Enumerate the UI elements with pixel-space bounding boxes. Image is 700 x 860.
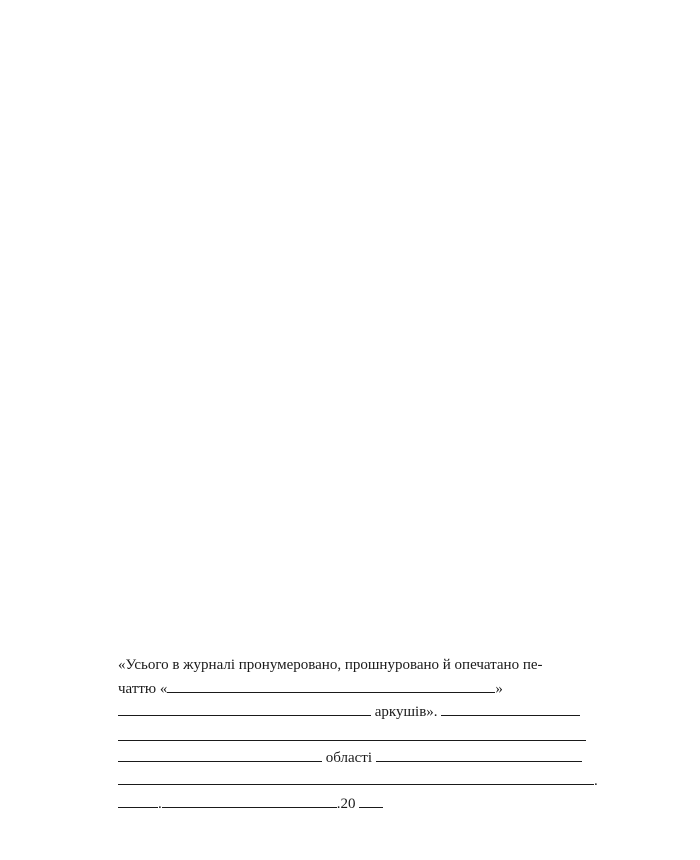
position-blank[interactable] (118, 725, 586, 741)
certification-statement: «Усього в журналі пронумеровано, прошнуровано й опечатано пе- (118, 657, 543, 673)
certification-block (118, 654, 598, 815)
full-name-blank[interactable] (118, 769, 594, 785)
seal-label: чаттю « (118, 681, 168, 697)
certification-line-1 (118, 654, 598, 677)
seal-name-blank[interactable] (167, 677, 495, 693)
certification-line-5 (118, 746, 598, 769)
certification-line-7 (118, 792, 598, 815)
sheet-count-blank[interactable] (118, 700, 371, 716)
seal-closing-quote: » (495, 681, 503, 697)
day-blank[interactable] (118, 792, 158, 808)
certification-line-4 (118, 723, 598, 746)
date-separator: . (158, 796, 162, 812)
line-end-period: . (594, 773, 598, 789)
year-blank[interactable] (359, 792, 383, 808)
certification-line-3 (118, 700, 598, 723)
certification-line-2 (118, 677, 598, 700)
signature-blank[interactable] (441, 700, 580, 716)
district-blank[interactable] (118, 746, 322, 762)
year-prefix: .20 (336, 796, 360, 812)
organization-blank[interactable] (376, 746, 582, 762)
month-blank[interactable] (162, 792, 337, 808)
sheets-label: аркушів». (371, 704, 442, 720)
certification-line-6 (118, 769, 598, 792)
region-label: області (322, 750, 376, 766)
